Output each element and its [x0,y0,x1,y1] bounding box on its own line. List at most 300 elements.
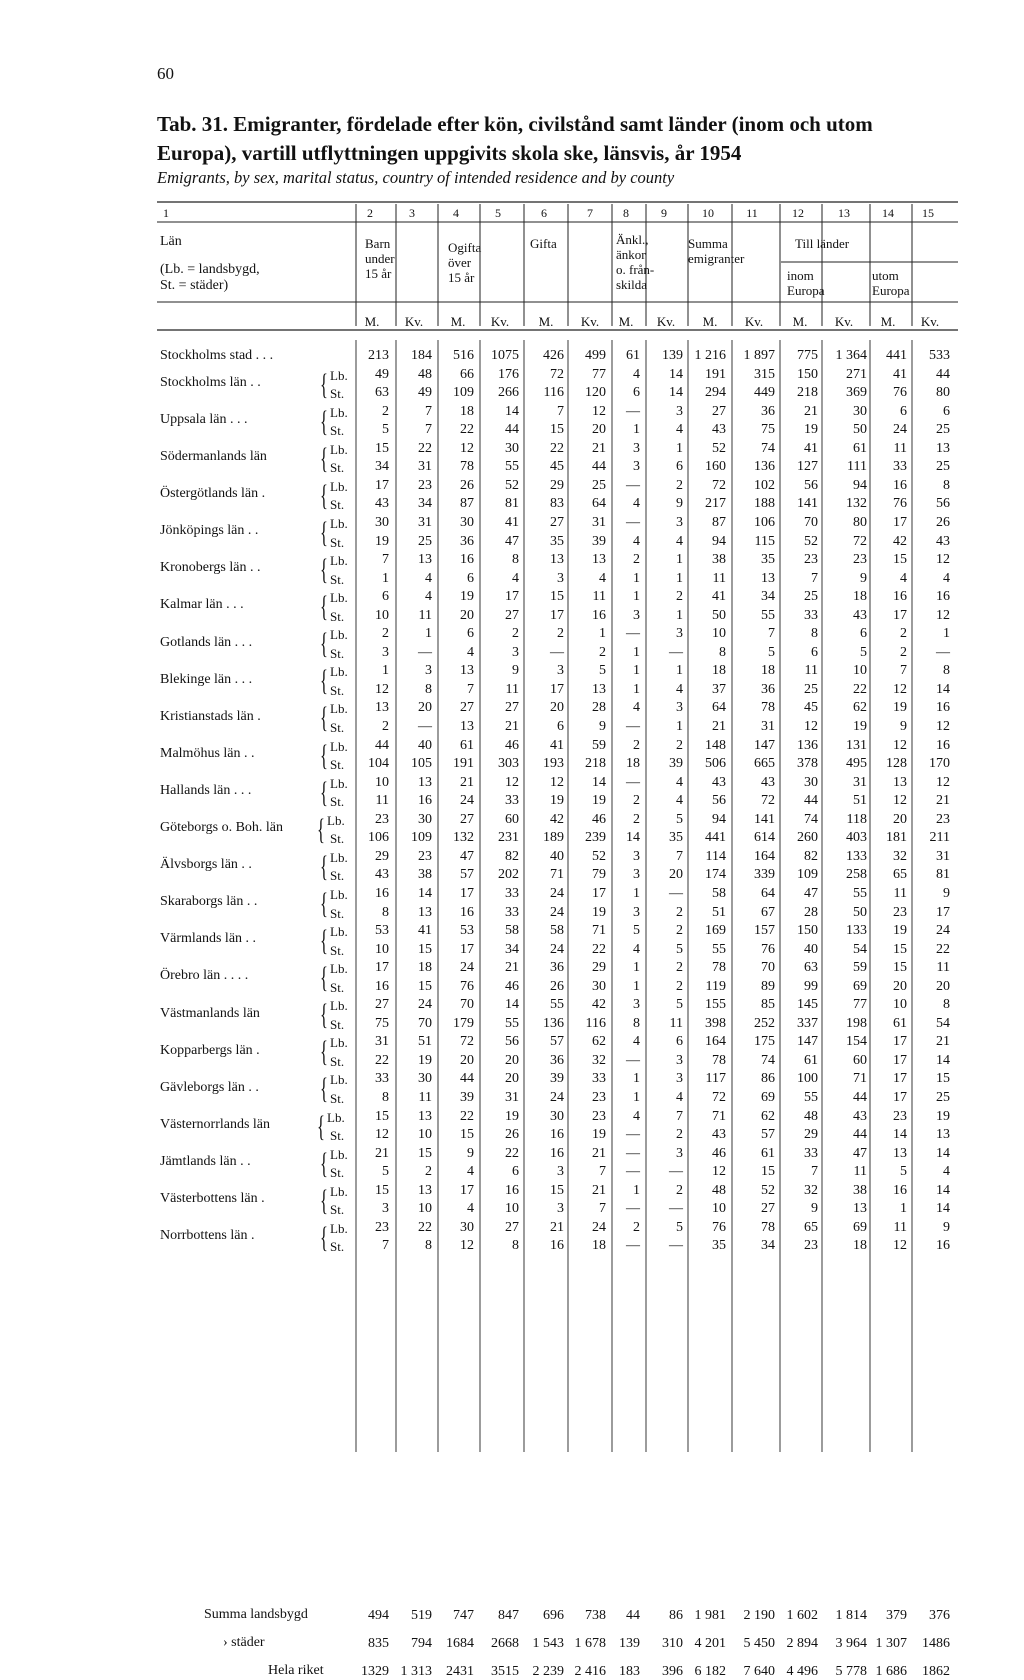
row-brace: { [320,478,328,512]
cell-value: 2 [382,403,389,419]
cell-value: 23 [418,848,432,864]
cell-value: 30 [505,440,519,456]
cell-value: 24 [550,885,564,901]
cell-value: 20 [505,1071,519,1087]
cell-value: 56 [505,1034,519,1050]
cell-value: 6 [512,1164,519,1180]
cell-value: 22 [418,440,432,456]
cell-value: 11 [418,607,432,623]
row-type: St. [330,608,345,624]
cell-value: 154 [846,1034,867,1050]
cell-value: 30 [804,774,818,790]
cell-value: 169 [705,923,726,939]
cell-value: 139 [662,348,683,363]
header-barn-line2: under [365,251,395,266]
cell-value: 4 [676,793,683,809]
cell-value: 1 [633,589,640,605]
cell-value: 55 [505,1015,519,1031]
cell-value: 2 [900,644,907,660]
cell-value: 94 [712,533,726,549]
county-name: Kronobergs län . . [160,560,261,576]
cell-value: 16 [550,1145,564,1161]
cell-value: 2 [633,737,640,753]
cell-value: 29 [375,848,389,864]
cell-value: 12 [592,403,606,419]
cell-value: 17 [893,1071,907,1087]
cell-value: 4 [467,1164,474,1180]
county-name: Södermanlands län [160,449,267,465]
row-brace: { [320,849,328,883]
summary-value: 5 450 [743,1636,775,1651]
cell-value: 69 [853,1219,867,1235]
cell-value: 449 [754,385,775,401]
header-summa-line1: Summa [688,236,728,251]
cell-value: 170 [929,756,950,772]
county-name: Stockholms stad . . . [160,348,274,363]
cell-value: 81 [936,867,950,883]
cell-value: 9 [467,1145,474,1161]
cell-value: 75 [375,1015,389,1031]
cell-value: 54 [853,941,867,957]
cell-value: 13 [936,440,950,456]
row-brace: { [320,590,328,624]
cell-value: 33 [804,1145,818,1161]
summary-value: 379 [886,1608,907,1623]
cell-value: 24 [592,1219,606,1235]
county-name: Värmlands län . . [160,931,257,947]
cell-value: — [626,477,640,493]
cell-value: 176 [498,366,519,382]
header-utom-line2: Europa [872,283,910,298]
cell-value: 43 [761,774,775,790]
cell-value: 42 [550,811,564,827]
cell-value: 1 897 [743,348,775,363]
row-type: Lb. [330,367,348,383]
cell-value: 4 [467,1201,474,1217]
cell-value: 499 [585,348,606,363]
cell-value: 8 [943,477,950,493]
cell-value: 3 [633,848,640,864]
row-type: St. [330,1091,345,1106]
cell-value: 21 [592,440,606,456]
summary-value: 3 964 [835,1636,867,1651]
cell-value: — [626,626,640,642]
row-type: Lb. [330,478,348,494]
cell-value: 339 [754,867,775,883]
cell-value: 6 [943,403,950,419]
cell-value: 23 [893,904,907,920]
row-brace: { [320,441,328,475]
cell-value: 4 [599,570,606,586]
cell-value: 17 [592,885,606,901]
cell-value: 85 [761,997,775,1013]
cell-value: 14 [669,366,683,382]
subheader-sex: M. [702,314,718,329]
cell-value: 1 216 [694,348,726,363]
county-name: Östergötlands län . [160,486,266,502]
cell-value: 266 [498,385,519,401]
cell-value: 117 [705,1071,726,1087]
cell-value: 369 [846,385,867,401]
cell-value: 11 [669,1015,683,1031]
cell-value: 33 [592,1071,606,1087]
cell-value: — [669,1238,683,1254]
header-utom-line1: utom [872,268,899,283]
cell-value: 4 [676,422,683,438]
cell-value: 141 [797,496,818,512]
cell-value: 15 [550,589,564,605]
cell-value: 36 [761,681,775,697]
cell-value: 2 [633,1219,640,1235]
cell-value: 15 [761,1164,775,1180]
cell-value: 8 [512,552,519,568]
cell-value: 78 [761,1219,775,1235]
cell-value: 13 [418,904,432,920]
cell-value: 23 [936,811,950,827]
cell-value: 1 [633,1090,640,1105]
cell-value: 72 [712,477,726,493]
cell-value: 1 [633,885,640,901]
cell-value: 7 [557,403,564,419]
cell-value: 8 [425,681,432,697]
cell-value: 271 [846,366,867,382]
cell-value: 4 [467,644,474,660]
cell-value: 33 [505,793,519,809]
cell-value: 111 [847,459,867,475]
cell-value: 33 [893,459,907,475]
cell-value: — [626,514,640,530]
cell-value: 42 [592,997,606,1013]
cell-value: 18 [626,756,640,772]
cell-value: 76 [460,978,474,994]
cell-value: 16 [505,1182,519,1198]
cell-value: 21 [505,719,519,734]
cell-value: 12 [460,1238,474,1254]
header-inom [787,268,825,298]
row-type: Lb. [330,701,348,717]
cell-value: 61 [460,737,474,753]
cell-value: 1 [676,719,683,734]
county-name: Stockholms län . . [160,374,261,390]
summary-value: 2431 [446,1664,474,1679]
cell-value: 4 [425,570,432,586]
cell-value: 10 [375,941,389,957]
cell-value: 24 [893,422,907,438]
summary-value: 1486 [922,1636,950,1651]
subheader-sex: M. [792,314,808,329]
cell-value: 181 [886,830,907,846]
cell-value: 21 [712,719,726,734]
cell-value: 46 [505,737,519,753]
cell-value: 21 [505,960,519,976]
county-name: Blekinge län . . . [160,671,253,687]
cell-value: 6 [900,403,907,419]
cell-value: 14 [592,774,606,790]
cell-value: 441 [886,348,907,363]
row-type: St. [330,794,345,810]
cell-value: 18 [853,589,867,605]
header-ogifta-line2: över [448,255,472,270]
row-type: Lb. [330,1183,348,1199]
cell-value: 20 [893,978,907,994]
summary-value: 494 [368,1608,389,1623]
cell-value: 1 [676,440,683,456]
cell-value: 19 [375,533,389,549]
cell-value: 3 [557,1164,564,1180]
cell-value: 70 [761,960,775,976]
cell-value: 94 [712,811,726,827]
header-ogifta-line1: Ogifta [448,240,482,255]
cell-value: 17 [375,477,389,493]
cell-value: 3 [382,644,389,660]
cell-value: 17 [893,1052,907,1068]
cell-value: 15 [893,552,907,568]
cell-value: 72 [712,1090,726,1105]
cell-value: 72 [460,1034,474,1050]
cell-value: 36 [761,403,775,419]
cell-value: 106 [754,514,775,530]
row-type: St. [330,1165,345,1181]
header-legend-st: St. = städer) [160,278,229,293]
cell-value: 42 [893,533,907,549]
cell-value: — [669,644,683,660]
cell-value: 49 [375,366,389,382]
cell-value: 133 [846,848,867,864]
row-type: Lb. [330,1072,348,1088]
cell-value: 44 [804,793,818,809]
cell-value: 41 [893,366,907,382]
cell-value: 26 [505,1127,519,1143]
cell-value: 72 [761,793,775,809]
cell-value: 32 [893,848,907,864]
cell-value: — [936,644,950,660]
cell-value: 9 [512,663,519,679]
cell-value: 43 [936,533,950,549]
cell-value: 19 [418,1052,432,1068]
cell-value: 13 [893,1145,907,1161]
cell-value: — [626,1238,640,1254]
cell-value: 60 [853,1052,867,1068]
cell-value: 18 [460,403,474,419]
county-name: Malmöhus län . . [160,745,255,761]
cell-value: 6 [676,459,683,475]
cell-value: 4 [943,570,950,586]
cell-value: 14 [505,403,519,419]
cell-value: 102 [754,477,775,493]
cell-value: 19 [592,793,606,809]
cell-value: 157 [754,923,775,939]
cell-value: 62 [853,700,867,716]
cell-value: 65 [804,1219,818,1235]
cell-value: 2 [676,923,683,939]
cell-value: 13 [418,1108,432,1124]
cell-value: 4 [633,366,640,382]
header-legend-lb: (Lb. = landsbygd, [160,262,260,277]
cell-value: 5 [382,1164,389,1180]
cell-value: 115 [754,533,775,549]
row-type: St. [330,423,345,439]
cell-value: 54 [936,1015,950,1031]
row-brace: { [320,924,328,958]
cell-value: 100 [797,1071,818,1087]
cell-value: 5 [382,422,389,438]
cell-value: 57 [460,867,474,883]
cell-value: 1 [382,570,389,586]
cell-value: 18 [592,1238,606,1254]
cell-value: 23 [592,1108,606,1124]
county-name: Västerbottens län . [160,1191,265,1207]
cell-value: 1 [633,1182,640,1198]
cell-value: 4 [633,1108,640,1124]
row-type: St. [330,1239,345,1255]
cell-value: 76 [893,385,907,401]
cell-value: 55 [712,941,726,957]
cell-value: 105 [411,756,432,772]
header-ankl [616,232,654,292]
cell-value: 44 [592,459,606,475]
cell-value: 27 [460,811,474,827]
column-number: 15 [922,206,934,220]
column-number: 7 [587,206,593,220]
cell-value: 11 [804,663,818,679]
cell-value: 21 [592,1182,606,1198]
cell-value: 3 [633,459,640,475]
cell-value: 16 [418,793,432,809]
cell-value: 47 [505,533,519,549]
row-brace: { [320,961,328,995]
cell-value: 62 [592,1034,606,1050]
cell-value: 12 [505,774,519,790]
cell-value: 30 [375,514,389,530]
cell-value: 19 [592,1127,606,1143]
cell-value: 150 [797,923,818,939]
cell-value: 8 [382,904,389,920]
cell-value: 16 [936,589,950,605]
cell-value: 13 [375,700,389,716]
cell-value: 1 [676,663,683,679]
subheader-sex: M. [618,314,634,329]
cell-value: 75 [761,422,775,438]
cell-value: 25 [936,422,950,438]
cell-value: 31 [418,514,432,530]
cell-value: 22 [936,941,950,957]
cell-value: 63 [804,960,818,976]
column-number: 14 [882,206,894,220]
cell-value: 7 [599,1201,606,1217]
cell-value: 27 [375,997,389,1013]
header-utom [872,268,910,298]
cell-value: 12 [804,719,818,734]
cell-value: 12 [936,552,950,568]
cell-value: 23 [804,1238,818,1254]
cell-value: 16 [460,552,474,568]
cell-value: 19 [550,793,564,809]
summary-value: 1 678 [574,1636,606,1651]
cell-value: 27 [505,1219,519,1235]
cell-value: 15 [418,978,432,994]
cell-value: 19 [936,1108,950,1124]
summary-value: 5 778 [835,1664,867,1679]
cell-value: 20 [550,700,564,716]
cell-value: 94 [853,477,867,493]
cell-value: 86 [761,1071,775,1087]
cell-value: 78 [712,960,726,976]
row-type: Lb. [330,1035,348,1051]
cell-value: 218 [797,385,818,401]
cell-value: 20 [460,607,474,623]
cell-value: 24 [550,941,564,957]
summary-value: 794 [411,1636,432,1651]
summary-value: 2 239 [532,1664,564,1679]
cell-value: 3 [557,1201,564,1217]
cell-value: 23 [804,552,818,568]
cell-value: 12 [936,607,950,623]
cell-value: 40 [804,941,818,957]
cell-value: 34 [505,941,519,957]
cell-value: 26 [460,477,474,493]
cell-value: 61 [804,1052,818,1068]
subheader-sex: Kv. [404,314,424,329]
row-type: Lb. [330,441,348,457]
cell-value: 29 [804,1127,818,1143]
cell-value: 78 [761,700,775,716]
cell-value: 24 [936,923,950,939]
subheader-sex: Kv. [834,314,854,329]
cell-value: 426 [543,348,564,363]
cell-value: 52 [592,848,606,864]
summary-value: 4 201 [694,1636,726,1651]
cell-value: 21 [592,1145,606,1161]
cell-value: 22 [550,440,564,456]
cell-value: 41 [550,737,564,753]
summary-value: 44 [626,1608,640,1623]
cell-value: 82 [804,848,818,864]
cell-value: 10 [893,997,907,1013]
cell-value: 11 [893,885,907,901]
header-barn-line3: 15 år [365,266,392,281]
header-ogifta-line3: 15 år [448,270,475,285]
cell-value: 15 [936,1071,950,1087]
cell-value: 14 [936,1182,950,1198]
summary-label: › städer [223,1635,265,1650]
page-number: 60 [157,64,174,83]
cell-value: 2 [676,737,683,753]
header-gifta: Gifta [530,236,557,251]
cell-value: 13 [853,1201,867,1217]
cell-value: 18 [761,663,775,679]
cell-value: 41 [804,440,818,456]
cell-value: 34 [418,496,432,512]
cell-value: 13 [761,570,775,586]
subheader-sex: Kv. [656,314,676,329]
cell-value: 61 [893,1015,907,1031]
cell-value: 12 [375,1127,389,1143]
row-type: St. [330,386,345,402]
cell-value: 2 [676,589,683,605]
cell-value: 16 [460,904,474,920]
cell-value: 19 [505,1108,519,1124]
cell-value: 1 [633,978,640,994]
summary-value: 4 496 [786,1664,818,1679]
cell-value: 8 [512,1238,519,1254]
header-barn [365,236,395,281]
cell-value: 11 [375,793,389,809]
cell-value: 11 [505,681,519,697]
county-name: Kristianstads län . [160,708,261,724]
header-ogifta [448,240,481,285]
cell-value: 136 [543,1015,564,1031]
cell-value: 2 [676,477,683,493]
